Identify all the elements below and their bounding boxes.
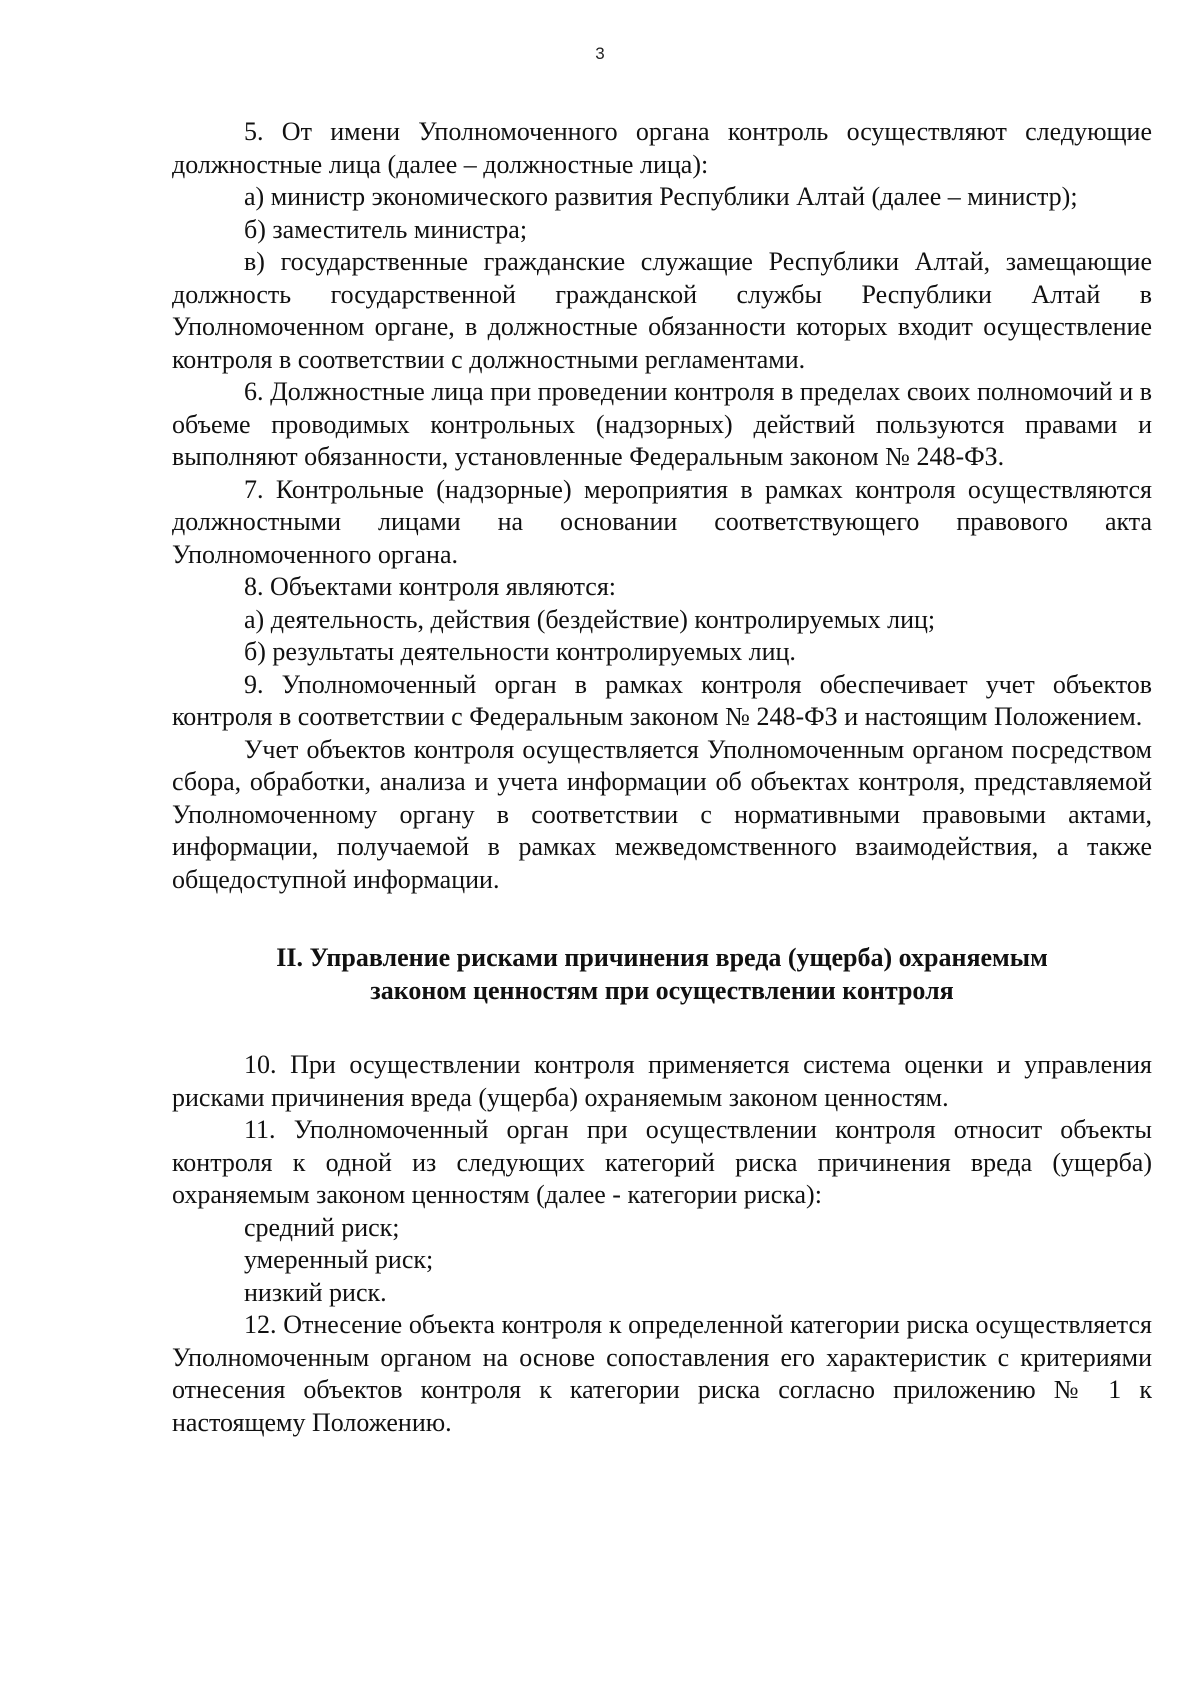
paragraph-9: 9. Уполномоченный орган в рамках контроля обеспечивает учет объектов контроля в соответствии с Федеральным законом № 248-ФЗ и настоящим Положением. — [172, 669, 1152, 731]
paragraph-11: 11. Уполномоченный орган при осуществлении контроля относит объекты контроля к одной из следующих категорий риска причинения вреда (ущерба) охраняемым законом ценностям (далее - категории риска): — [172, 1115, 1152, 1209]
paragraph-5: 5. От имени Уполномоченного органа контроль осуществляют следующие должностные лица (далее – должностные лица): — [172, 117, 1152, 179]
page-number: 3 — [595, 44, 605, 63]
paragraph-6: 6. Должностные лица при проведении контроля в пределах своих полномочий и в объеме проводимых контрольных (надзорных) действий пользуются правами и выполняют обязанности, установленные Федеральным законом № 248-ФЗ. — [172, 377, 1152, 471]
paragraph-8b: б) результаты деятельности контролируемых лиц. — [244, 637, 796, 666]
risk-category-medium: средний риск; — [244, 1212, 400, 1242]
section-heading — [172, 942, 1152, 1007]
paragraph-9-accounting: Учет объектов контроля осуществляется Уполномоченным органом посредством сбора, обработки, анализа и учета информации об объектах контроля, представляемой Уполномоченному органу в соответствии с нормативными правовыми актами, информации, получаемой в рамках межведомственного взаимодействия, а также общедоступной информации. — [172, 734, 1152, 894]
document-body — [172, 116, 1152, 1439]
paragraph-5a: а) министр экономического развития Республики Алтай (далее – министр); — [244, 182, 1078, 211]
risk-category-low: низкий риск. — [244, 1277, 387, 1307]
section-heading-line-1: II. Управление рисками причинения вреда (ущерба) охраняемым — [276, 943, 1048, 972]
paragraph-7: 7. Контрольные (надзорные) мероприятия в рамках контроля осуществляются должностными лицами на основании соответствующего правового акта Уполномоченного органа. — [172, 474, 1152, 569]
paragraph-8: 8. Объектами контроля являются: — [244, 572, 617, 601]
paragraph-12: 12. Отнесение объекта контроля к определенной категории риска осуществляется Уполномоченным органом на основе сопоставления его характеристик с критериями отнесения объектов контроля к категории риска согласно приложению № 1 к настоящему Положению. — [172, 1310, 1152, 1437]
risk-category-moderate: умеренный риск; — [244, 1245, 434, 1274]
section-heading-line-2: законом ценностям при осуществлении контроля — [370, 975, 954, 1005]
paragraph-8a: а) деятельность, действия (бездействие) контролируемых лиц; — [244, 604, 936, 634]
paragraph-5b: б) заместитель министра; — [244, 214, 528, 244]
paragraph-5v: в) государственные гражданские служащие Республики Алтай, замещающие должность государственной гражданской службы Республики Алтай в Уполномоченном органе, в должностные обязанности которых входит осуществление контроля в соответствии с должностными регламентами. — [172, 247, 1152, 374]
paragraph-10: 10. При осуществлении контроля применяется система оценки и управления рисками причинения вреда (ущерба) охраняемым законом ценностям. — [172, 1050, 1152, 1112]
